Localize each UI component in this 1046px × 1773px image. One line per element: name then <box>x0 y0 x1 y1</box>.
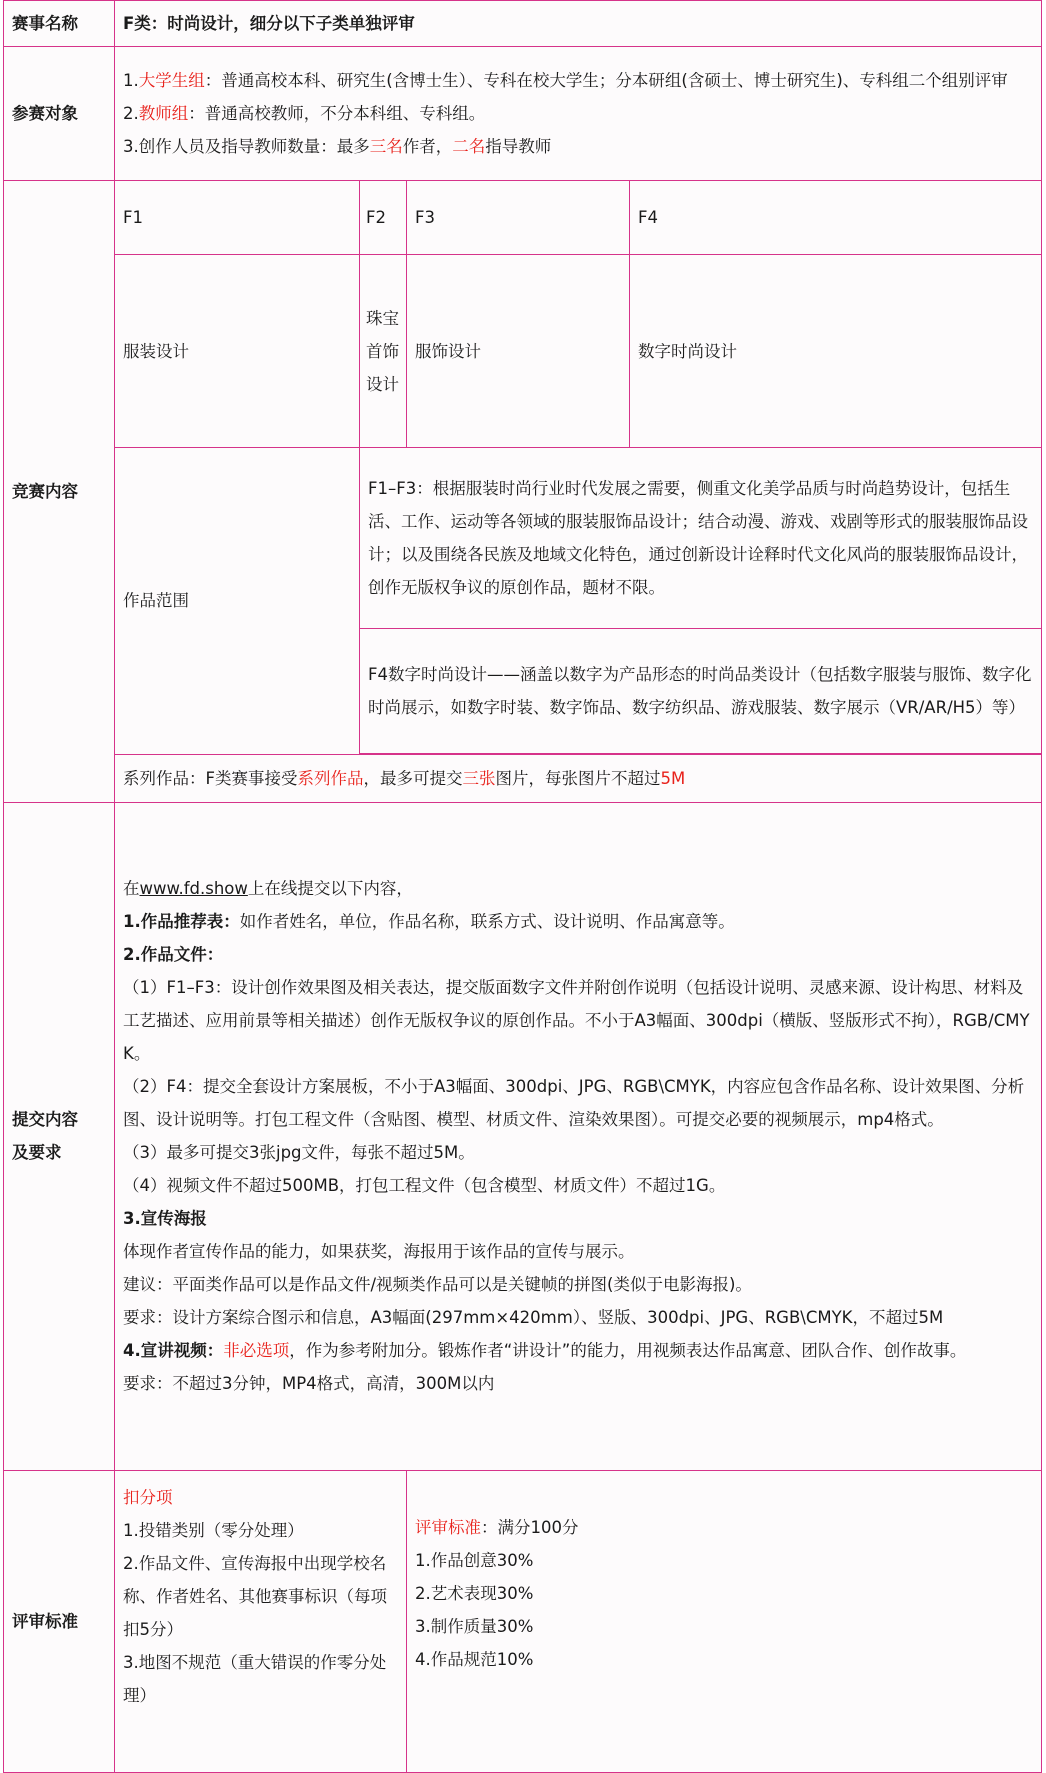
submission-item-2-p3: （3）最多可提交3张jpg文件，每张不超过5M。 <box>123 1143 475 1162</box>
scope-row <box>4 448 1042 755</box>
category-code-f3: F3 <box>407 181 630 255</box>
competition-table <box>3 0 1042 1773</box>
event-row <box>4 1 1042 47</box>
event-label: 赛事名称 <box>4 1 115 47</box>
scope-f1-f3: F1–F3：根据服装时尚行业时代发展之需要，侧重文化美学品质与时尚趋势设计，包括生活、工作、运动等各领域的服装服饰品设计；结合动漫、游戏、戏剧等形式的服装服饰品设计；以及围绕各民族及地域文化特色，通过创新设计诠释时代文化风尚的服装服饰品设计，创作无版权争议的原创作品，题材不限。 <box>360 448 1041 628</box>
participants-content <box>115 47 1042 181</box>
submission-item-4-req: 要求：不超过3分钟，MP4格式，高清，300M以内 <box>123 1374 495 1393</box>
score-item: 2.艺术表现30% <box>415 1583 534 1603</box>
deduction-title: 扣分项 <box>123 1487 173 1507</box>
category-name-f1: 服装设计 <box>115 255 360 448</box>
category-name-f4: 数字时尚设计 <box>630 255 1042 448</box>
category-name-row <box>4 255 1042 448</box>
deduction-item: 3.地图不规范（重大错误的作零分处理） <box>123 1652 387 1705</box>
submission-item-3-l3: 要求：设计方案综合图示和信息，A3幅面(297mm×420mm）、竖版、300dpi、JPG、RGB\CMYK，不超过5M <box>123 1308 944 1327</box>
submission-item-2-p2: （2）F4：提交全套设计方案展板，不小于A3幅面、300dpi、JPG、RGB\CMYK，内容应包含作品名称、设计效果图、分析图、设计说明等。打包工程文件（含贴图、模型、材质文件、渲染效果图）。可提交必要的视频展示，mp4格式。 <box>123 1077 1025 1129</box>
deduction-item: 1.投错类别（零分处理） <box>123 1520 304 1540</box>
submission-item-3-title: 3.宣传海报 <box>123 1209 207 1228</box>
scope-f4: F4数字时尚设计——涵盖以数字为产品形态的时尚品类设计（包括数字服装与服饰、数字化时尚展示，如数字时装、数字饰品、数字纺织品、游戏服装、数字展示（VR/AR/H5）等） <box>360 628 1041 753</box>
optional-item-highlight: 非必选项 <box>223 1341 290 1360</box>
submission-item-2-p4: （4）视频文件不超过500MB，打包工程文件（包含模型、材质文件）不超过1G。 <box>123 1176 726 1195</box>
undergrad-group-highlight: 大学生组 <box>138 71 205 90</box>
category-code-f4: F4 <box>630 181 1042 255</box>
scope-subtable <box>360 448 1041 754</box>
scope-label: 作品范围 <box>115 448 360 755</box>
content-label: 竞赛内容 <box>4 181 115 803</box>
series-row <box>4 754 1042 802</box>
submission-row <box>4 802 1042 1470</box>
participants-line-2: 2.教师组：普通高校教师，不分本科组、专科组。 <box>123 104 486 123</box>
submission-label: 提交内容 及要求 <box>4 802 115 1470</box>
deduction-list <box>115 1470 407 1772</box>
participants-line-1: 1.大学生组：普通高校本科、研究生(含博士生）、专科在校大学生；分本研组(含硕士、博士研究生)、专科组二个组别评审 <box>123 71 1008 90</box>
submission-content <box>115 802 1042 1470</box>
participants-label: 参赛对象 <box>4 47 115 181</box>
submission-item-3-l1: 体现作者宣传作品的能力，如果获奖，海报用于该作品的宣传与展示。 <box>123 1242 635 1261</box>
score-list <box>407 1470 1042 1772</box>
submission-intro: 在www.fd.show上在线提交以下内容， <box>123 879 413 898</box>
criteria-row <box>4 1470 1042 1772</box>
deduction-item: 2.作品文件、宣传海报中出现学校名称、作者姓名、其他赛事标识（每项扣5分） <box>123 1553 387 1639</box>
category-code-row <box>4 181 1042 255</box>
teacher-group-highlight: 教师组 <box>138 104 189 123</box>
score-title: 评审标准：满分100分 <box>415 1517 579 1537</box>
score-item: 4.作品规范10% <box>415 1649 534 1669</box>
fd-show-link[interactable]: www.fd.show <box>139 879 248 898</box>
scope-content <box>360 448 1042 755</box>
score-item: 1.作品创意30% <box>415 1550 534 1570</box>
criteria-label: 评审标准 <box>4 1470 115 1772</box>
event-value: F类：时尚设计，细分以下子类单独评审 <box>115 1 1042 47</box>
score-item: 3.制作质量30% <box>415 1616 534 1636</box>
participants-line-3: 3.创作人员及指导教师数量：最多三名作者，二名指导教师 <box>123 137 552 156</box>
category-name-f3: 服饰设计 <box>407 255 630 448</box>
submission-item-2-p1: （1）F1–F3：设计创作效果图及相关表达，提交版面数字文件并附创作说明（包括设计说明、灵感来源、设计构思、材料及工艺描述、应用前景等相关描述）创作无版权争议的原创作品。不小于A3幅面、300dpi（横版、竖版形式不拘），RGB/CMYK。 <box>123 978 1030 1063</box>
submission-item-2-title: 2.作品文件： <box>123 945 224 964</box>
category-code-f2: F2 <box>360 181 407 255</box>
participants-row <box>4 47 1042 181</box>
category-name-f2: 珠宝首饰设计 <box>360 255 407 448</box>
series-content: 系列作品：F类赛事接受系列作品，最多可提交三张图片，每张图片不超过5M <box>115 754 1042 802</box>
submission-item-4: 4.宣讲视频：非必选项，作为参考附加分。锻炼作者“讲设计”的能力，用视频表达作品寓意、团队合作、创作故事。 <box>123 1341 967 1360</box>
submission-item-3-l2: 建议：平面类作品可以是作品文件/视频类作品可以是关键帧的拼图(类似于电影海报)。 <box>123 1275 752 1294</box>
submission-item-1: 1.作品推荐表：如作者姓名，单位，作品名称，联系方式、设计说明、作品寓意等。 <box>123 912 735 931</box>
category-code-f1: F1 <box>115 181 360 255</box>
